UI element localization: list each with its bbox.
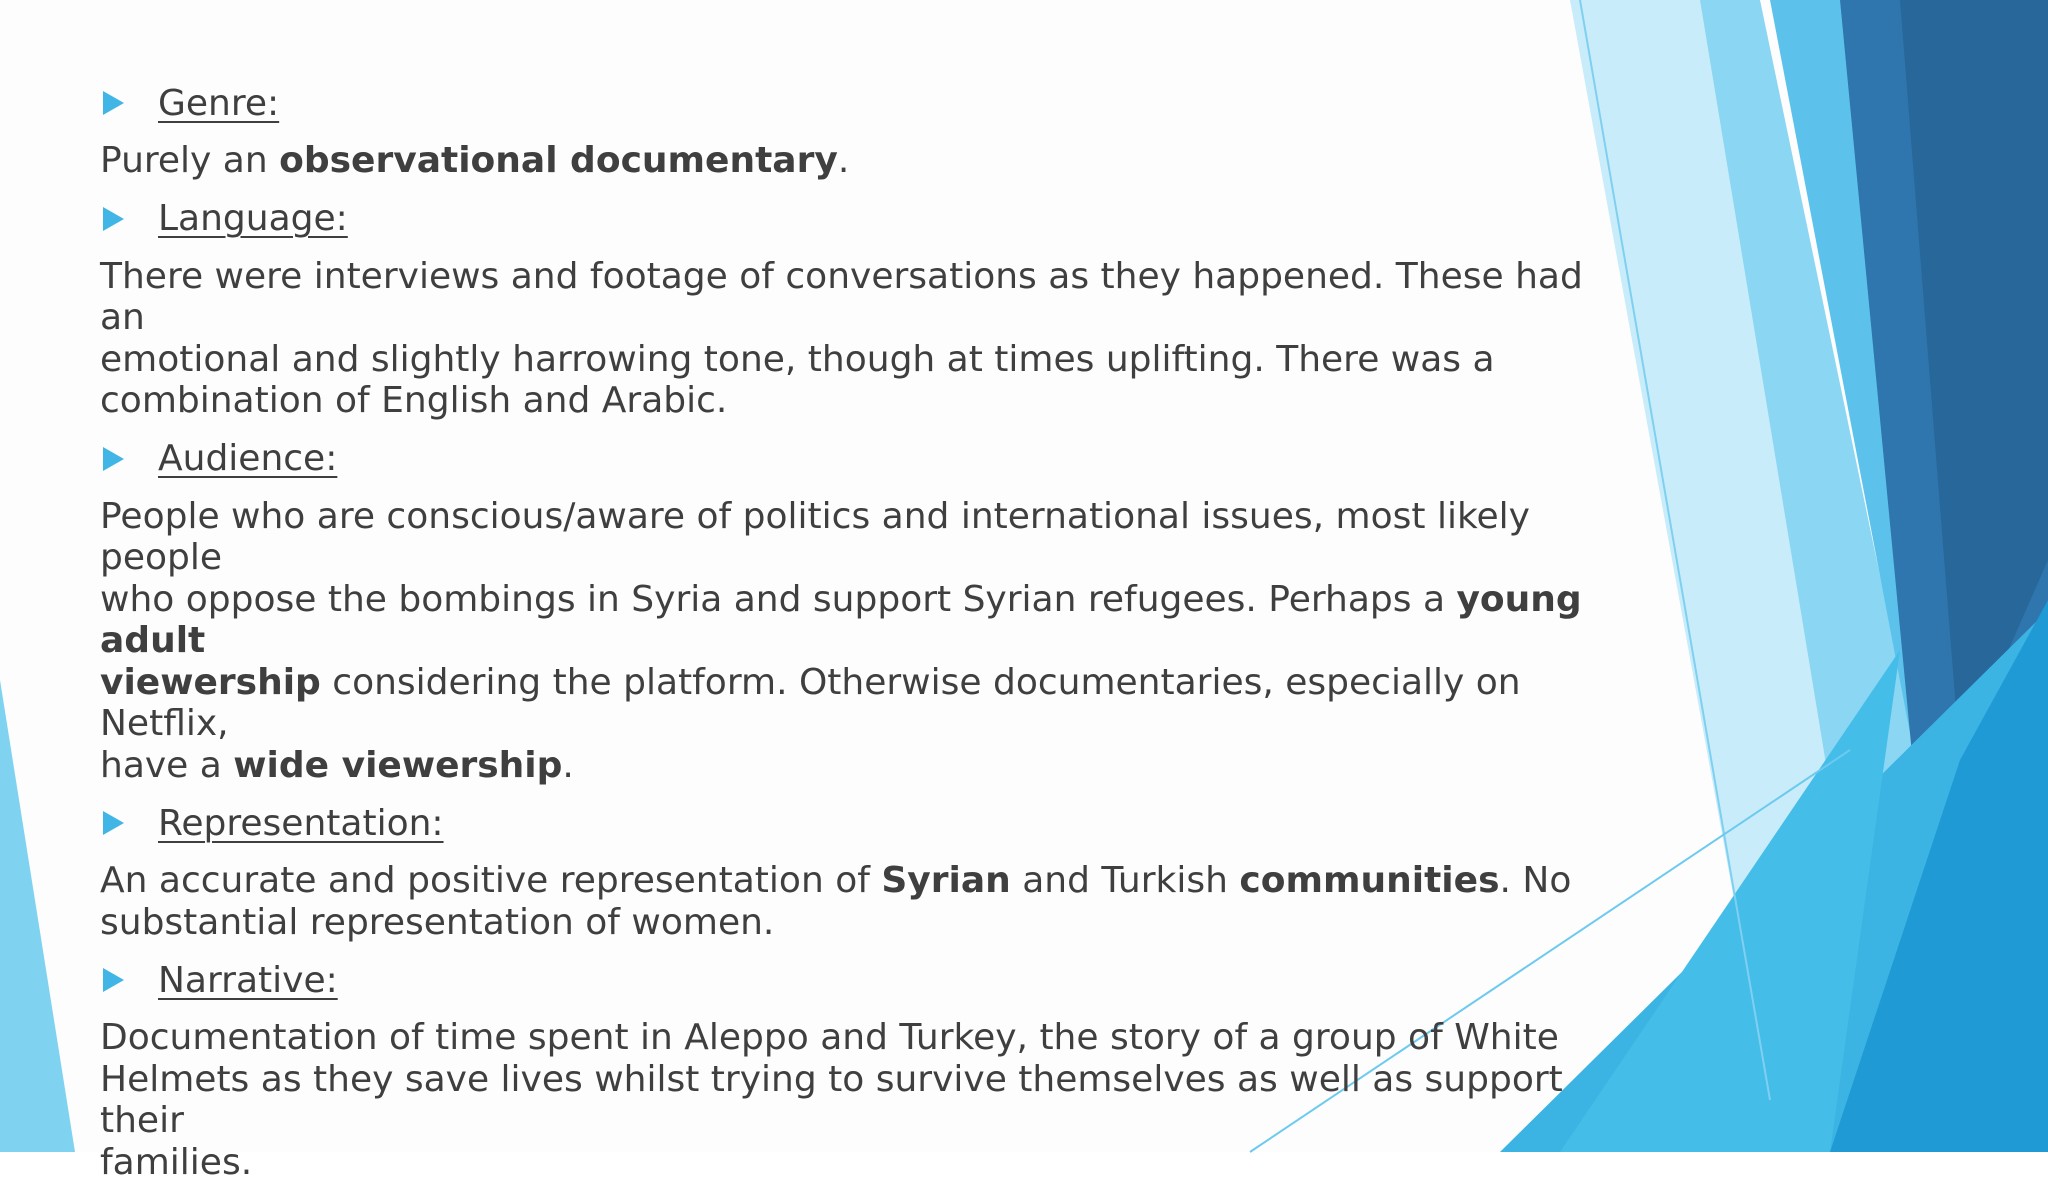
triangle-bullet-icon bbox=[103, 447, 124, 471]
text-run: . bbox=[562, 744, 574, 786]
section-body bbox=[100, 1017, 1630, 1183]
section-heading: Genre: bbox=[158, 82, 280, 124]
section-representation bbox=[100, 798, 1630, 848]
section-heading: Narrative: bbox=[158, 959, 338, 1001]
text-run: . No substantial representation of women. bbox=[100, 860, 1572, 943]
text-run: People who are conscious/aware of politics and international issues, most likely people who oppose the bombings in Syria and support Syrian refugees. Perhaps a bbox=[100, 495, 1530, 620]
section-audience bbox=[100, 434, 1630, 484]
text-run-bold: observational documentary bbox=[279, 140, 838, 181]
left-accent-shape bbox=[0, 680, 75, 1152]
section-body bbox=[100, 256, 1630, 422]
section-body bbox=[100, 860, 1630, 943]
triangle-bullet-icon bbox=[103, 811, 124, 835]
text-run-bold: young adult viewership bbox=[100, 578, 1582, 703]
triangle-bullet-icon bbox=[103, 968, 124, 992]
text-run-bold: wide viewership bbox=[233, 744, 563, 786]
text-run-bold: Syrian bbox=[881, 860, 1011, 901]
section-heading: Language: bbox=[158, 198, 348, 239]
text-run: Documentation of time spent in Aleppo and Turkey, the story of a group of White Helmets as they save lives whilst trying to survive themselves as well as support their families. bbox=[100, 1017, 1563, 1183]
text-run: . bbox=[837, 140, 850, 181]
text-run: and Turkish bbox=[1010, 860, 1240, 901]
text-run: There were interviews and footage of conversations as they happened. These had an emotional and slightly harrowing tone, though at times uplifting. There was a combination of English and Arabic. bbox=[100, 255, 1583, 421]
text-run: considering the platform. Otherwise documentaries, especially on Netflix, have a bbox=[100, 661, 1521, 786]
section-genre bbox=[100, 78, 1630, 128]
text-run: Purely an bbox=[100, 140, 280, 181]
text-run-bold: communities bbox=[1239, 860, 1500, 901]
section-language bbox=[100, 194, 1630, 244]
section-heading: Representation: bbox=[158, 802, 444, 844]
section-body bbox=[100, 496, 1630, 787]
section-body bbox=[100, 140, 1630, 182]
text-run: An accurate and positive representation of bbox=[100, 860, 882, 901]
triangle-bullet-icon bbox=[103, 207, 124, 231]
section-heading: Audience: bbox=[158, 438, 338, 479]
triangle-bullet-icon bbox=[103, 91, 124, 115]
slide-content bbox=[100, 78, 1630, 1195]
section-narrative bbox=[100, 955, 1630, 1005]
